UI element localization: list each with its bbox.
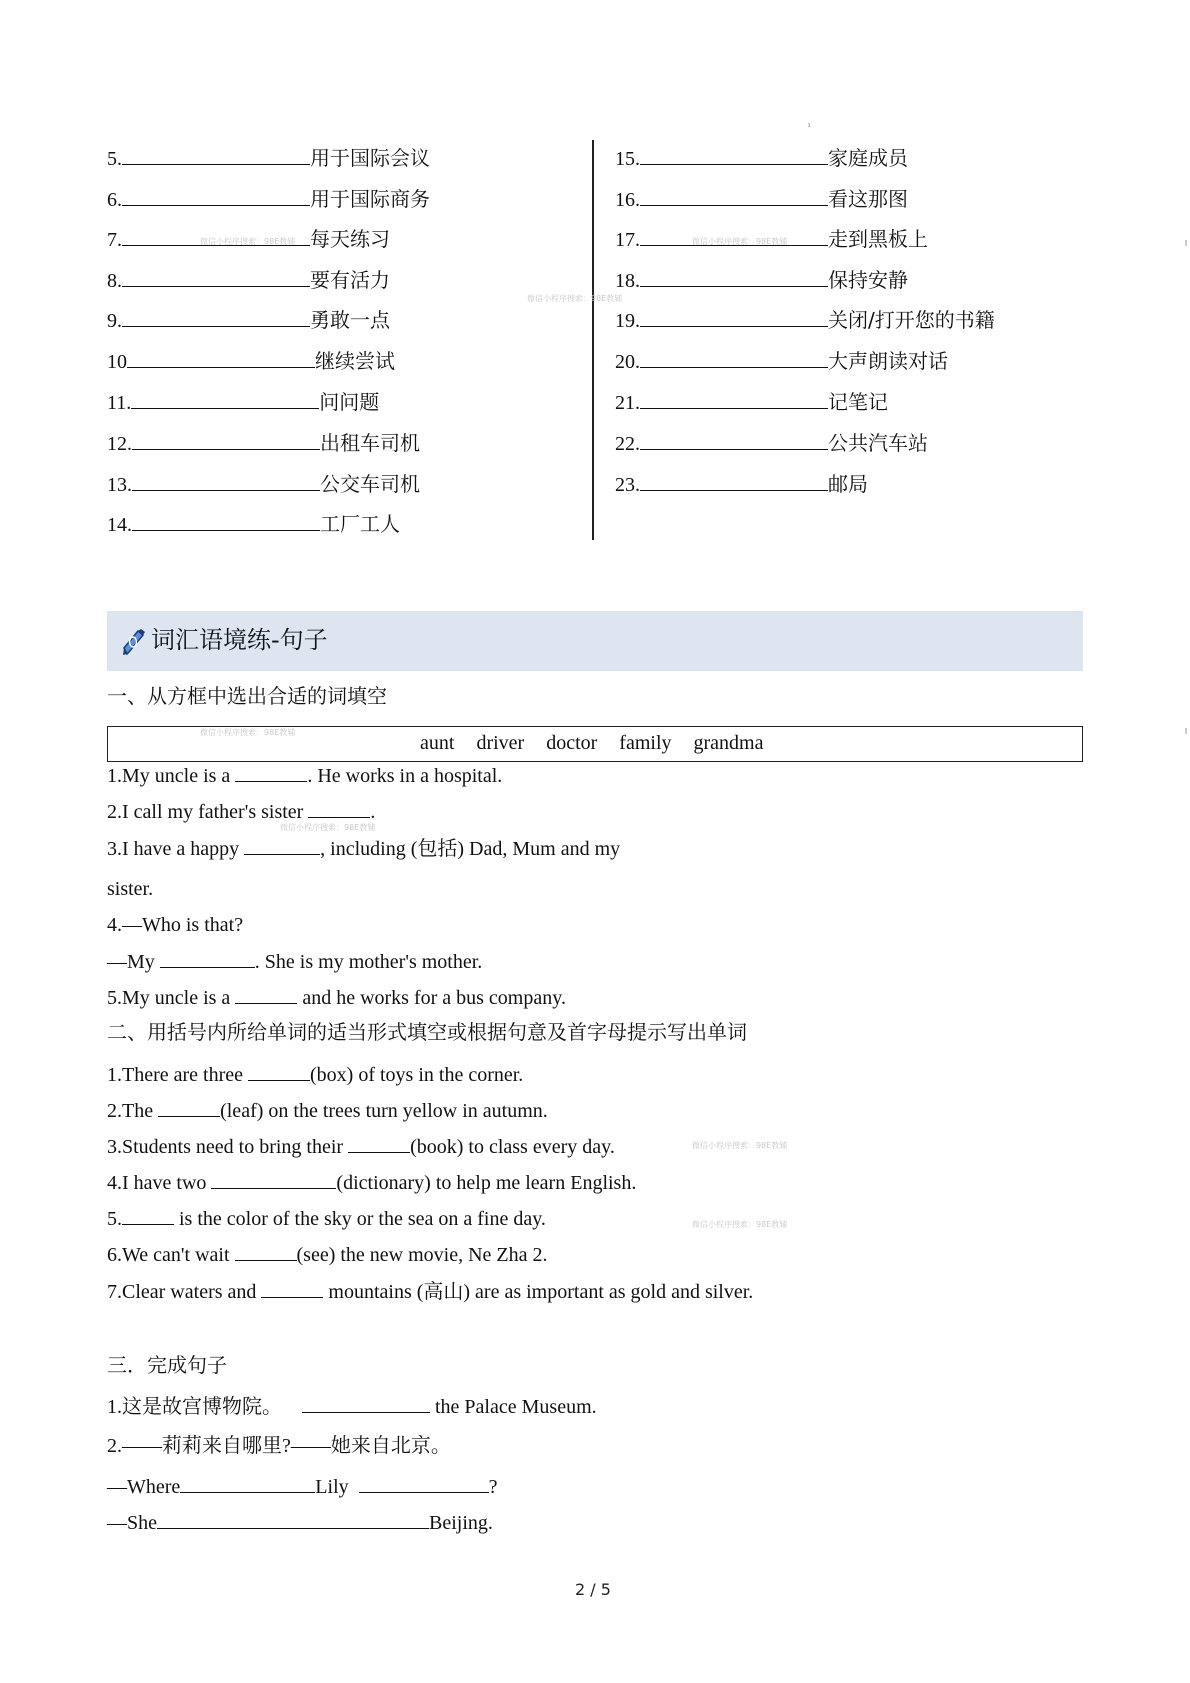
phrase-item — [615, 431, 928, 456]
answer-blank[interactable] — [160, 949, 255, 968]
phrase-item — [107, 431, 420, 456]
question: 4.—Who is that? — [107, 914, 244, 936]
phrase-item — [615, 268, 908, 293]
phrase-item — [107, 390, 379, 415]
edge-mark — [1185, 728, 1187, 734]
question: 2.I call my father's sister . — [107, 801, 376, 823]
answer-blank[interactable] — [132, 472, 320, 491]
word-option: doctor — [546, 732, 598, 754]
answer-blank[interactable] — [211, 1170, 336, 1189]
answer-blank[interactable] — [132, 431, 320, 450]
phrase-chinese: 公共汽车站 — [828, 431, 928, 455]
answer-blank[interactable] — [235, 763, 307, 782]
phrase-number: 12. — [107, 433, 132, 455]
answer-blank[interactable] — [180, 1474, 315, 1493]
question-continued: sister. — [107, 878, 154, 900]
phrase-chinese: 勇敢一点 — [310, 308, 390, 332]
phrase-number: 19. — [615, 310, 640, 332]
question: 5.My uncle is a and he works for a bus company. — [107, 987, 566, 1009]
watermark: 微信小程序搜索：98E教辅 — [527, 294, 623, 303]
part3-heading: 三．完成句子 — [107, 1355, 227, 1377]
answer-blank[interactable] — [640, 308, 828, 327]
answer-blank[interactable] — [640, 187, 828, 206]
answer-blank[interactable] — [122, 146, 310, 165]
phrase-chinese: 用于国际商务 — [310, 187, 430, 211]
phrase-chinese: 工厂工人 — [320, 512, 400, 536]
phrase-chinese: 要有活力 — [310, 268, 390, 292]
question: —Where Lily ? — [107, 1476, 498, 1498]
phrase-chinese: 看这那图 — [828, 187, 908, 211]
question: 6.We can't wait (see) the new movie, Ne Zha 2. — [107, 1244, 548, 1266]
answer-blank[interactable] — [640, 390, 828, 409]
phrase-item — [615, 349, 948, 374]
answer-blank[interactable] — [122, 1206, 174, 1225]
phrase-number: 14. — [107, 514, 132, 536]
answer-blank[interactable] — [640, 472, 828, 491]
phrase-number: 7. — [107, 229, 122, 251]
question: 4.I have two (dictionary) to help me learn English. — [107, 1172, 637, 1194]
answer-blank[interactable] — [132, 512, 320, 531]
answer-blank[interactable] — [235, 1242, 297, 1261]
question: 3.Students need to bring their (book) to class every day. — [107, 1136, 615, 1158]
part1-heading: 一、从方框中选出合适的词填空 — [107, 686, 387, 708]
phrase-chinese: 走到黑板上 — [828, 227, 928, 251]
question: 1.这是故宫博物院。 the Palace Museum. — [107, 1396, 597, 1418]
pencil-note-icon — [121, 628, 147, 661]
watermark: 微信小程序搜索：98E教辅 — [200, 728, 296, 737]
phrase-number: 21. — [615, 392, 640, 414]
phrase-number: 13. — [107, 474, 132, 496]
answer-blank[interactable] — [348, 1134, 410, 1153]
section-banner — [107, 611, 1083, 671]
answer-blank[interactable] — [158, 1098, 220, 1117]
phrase-item — [107, 268, 390, 293]
watermark: 微信小程序搜索：98E教辅 — [692, 237, 788, 246]
phrase-chinese: 问问题 — [319, 390, 380, 414]
phrase-number: 11. — [107, 392, 132, 414]
phrase-number: 18. — [615, 270, 640, 292]
word-option: family — [619, 732, 672, 754]
watermark: 微信小程序搜索：98E教辅 — [692, 1141, 788, 1150]
section-title: 词汇语境练-句子 — [151, 626, 328, 654]
phrase-item — [615, 187, 908, 212]
watermark: 微信小程序搜索：98E教辅 — [200, 237, 296, 246]
part2-heading: 二、用括号内所给单词的适当形式填空或根据句意及首字母提示写出单词 — [107, 1022, 747, 1044]
margin-mark: ı — [808, 120, 811, 129]
question: —My . She is my mother's mother. — [107, 951, 483, 973]
phrase-item — [615, 146, 908, 171]
answer-blank[interactable] — [127, 349, 315, 368]
phrase-item — [107, 187, 430, 212]
phrase-chinese: 记笔记 — [828, 390, 888, 414]
phrase-number: 16. — [615, 189, 640, 211]
edge-mark — [1185, 240, 1187, 246]
phrase-item — [107, 472, 420, 497]
phrase-number: 9. — [107, 310, 122, 332]
word-box-words — [420, 730, 764, 756]
phrase-item — [615, 308, 995, 333]
phrase-chinese: 邮局 — [828, 472, 868, 496]
answer-blank[interactable] — [122, 308, 310, 327]
phrase-number: 5. — [107, 148, 122, 170]
word-option: grandma — [693, 732, 764, 754]
phrase-item — [107, 349, 395, 374]
word-option: driver — [476, 732, 525, 754]
question: 2.The (leaf) on the trees turn yellow in autumn. — [107, 1100, 548, 1122]
phrase-chinese: 继续尝试 — [315, 349, 395, 373]
watermark: 微信小程序搜索：98E教辅 — [280, 823, 376, 832]
answer-blank[interactable] — [122, 268, 310, 287]
page-number: 2 / 5 — [575, 1580, 611, 1599]
answer-blank[interactable] — [640, 268, 828, 287]
answer-blank[interactable] — [122, 187, 310, 206]
answer-blank[interactable] — [244, 836, 320, 855]
phrase-number: 10 — [107, 351, 127, 373]
answer-blank[interactable] — [640, 349, 828, 368]
phrase-chinese: 每天练习 — [310, 227, 390, 251]
word-box — [107, 726, 1083, 762]
phrase-chinese: 出租车司机 — [320, 431, 420, 455]
answer-blank[interactable] — [302, 1394, 430, 1413]
phrase-chinese: 关闭/打开您的书籍 — [828, 308, 995, 332]
answer-blank[interactable] — [248, 1062, 310, 1081]
question: 7.Clear waters and mountains (高山) are as important as gold and silver. — [107, 1281, 754, 1303]
phrase-chinese: 大声朗读对话 — [828, 349, 948, 373]
column-divider — [592, 140, 594, 540]
watermark: 微信小程序搜索：98E教辅 — [692, 1220, 788, 1229]
phrase-number: 15. — [615, 148, 640, 170]
phrase-number: 6. — [107, 189, 122, 211]
answer-blank[interactable] — [131, 390, 319, 409]
answer-blank[interactable] — [640, 146, 828, 165]
answer-blank[interactable] — [640, 431, 828, 450]
phrase-number: 17. — [615, 229, 640, 251]
answer-blank[interactable] — [359, 1474, 489, 1493]
phrase-number: 23. — [615, 474, 640, 496]
phrase-item — [615, 390, 888, 415]
phrase-number: 20. — [615, 351, 640, 373]
question: 2.——莉莉来自哪里?——她来自北京。 — [107, 1435, 451, 1457]
phrase-number: 8. — [107, 270, 122, 292]
phrase-chinese: 公交车司机 — [320, 472, 420, 496]
answer-blank[interactable] — [308, 799, 370, 818]
question: 1.My uncle is a . He works in a hospital. — [107, 765, 503, 787]
word-option: aunt — [420, 732, 455, 754]
question: 5. is the color of the sky or the sea on a fine day. — [107, 1208, 546, 1230]
question: 1.There are three (box) of toys in the corner. — [107, 1064, 524, 1086]
answer-blank[interactable] — [157, 1510, 429, 1529]
phrase-chinese: 用于国际会议 — [310, 146, 430, 170]
phrase-item — [107, 146, 430, 171]
phrase-item — [615, 472, 868, 497]
phrase-chinese: 家庭成员 — [828, 146, 908, 170]
phrase-item — [107, 512, 400, 537]
question: —She Beijing. — [107, 1512, 493, 1534]
question: 3.I have a happy , including (包括) Dad, Mum and my — [107, 838, 621, 860]
phrase-number: 22. — [615, 433, 640, 455]
answer-blank[interactable] — [235, 985, 297, 1004]
phrase-chinese: 保持安静 — [828, 268, 908, 292]
phrase-item — [107, 308, 390, 333]
answer-blank[interactable] — [261, 1279, 323, 1298]
